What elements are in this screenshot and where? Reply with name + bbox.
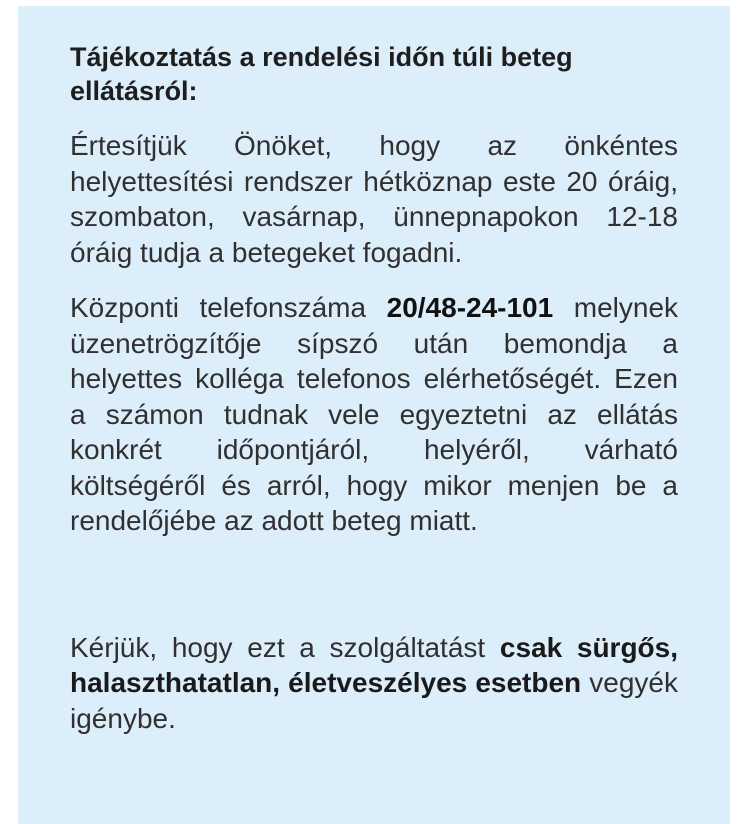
notice-card bbox=[18, 6, 730, 824]
central-phone-number: 20/48-24-101 bbox=[386, 292, 554, 323]
notice-paragraph-urgency bbox=[70, 630, 678, 737]
notice-paragraph-phone bbox=[70, 290, 678, 539]
paragraph-spacer bbox=[70, 559, 678, 630]
urgency-intro-text: Kérjük, hogy ezt a szolgáltatást bbox=[70, 631, 486, 663]
notice-paragraph-hours: Értesítjük Önöket, hogy az önkéntes helyettesítési rendszer hétköznap este 20 óráig, szombaton, vasárnap, ünnepnapokon 12-18 óráig tudja a betegeket fogadni. bbox=[70, 130, 678, 268]
phone-intro-text: Központi telefonszáma bbox=[70, 292, 367, 323]
phone-details-text: melynek üzenetrögzítője sípszó után bemondja a helyettes kolléga telefonos elérhetőségét. Ezen a számon tudnak vele egyeztetni az ellátás konkrét időpontjáról, helyéről, várható költségéről és arról, hogy mikor menjen be a rendelőjébe az adott beteg miatt. bbox=[70, 292, 679, 536]
urgency-outro-text: vegyék igénybe. bbox=[70, 667, 678, 734]
urgency-emphasis-text: csak sürgős, halaszthatatlan, életveszélyes esetben bbox=[70, 631, 679, 698]
notice-title: Tájékoztatás a rendelési időn túli beteg ellátásról: bbox=[70, 42, 573, 106]
